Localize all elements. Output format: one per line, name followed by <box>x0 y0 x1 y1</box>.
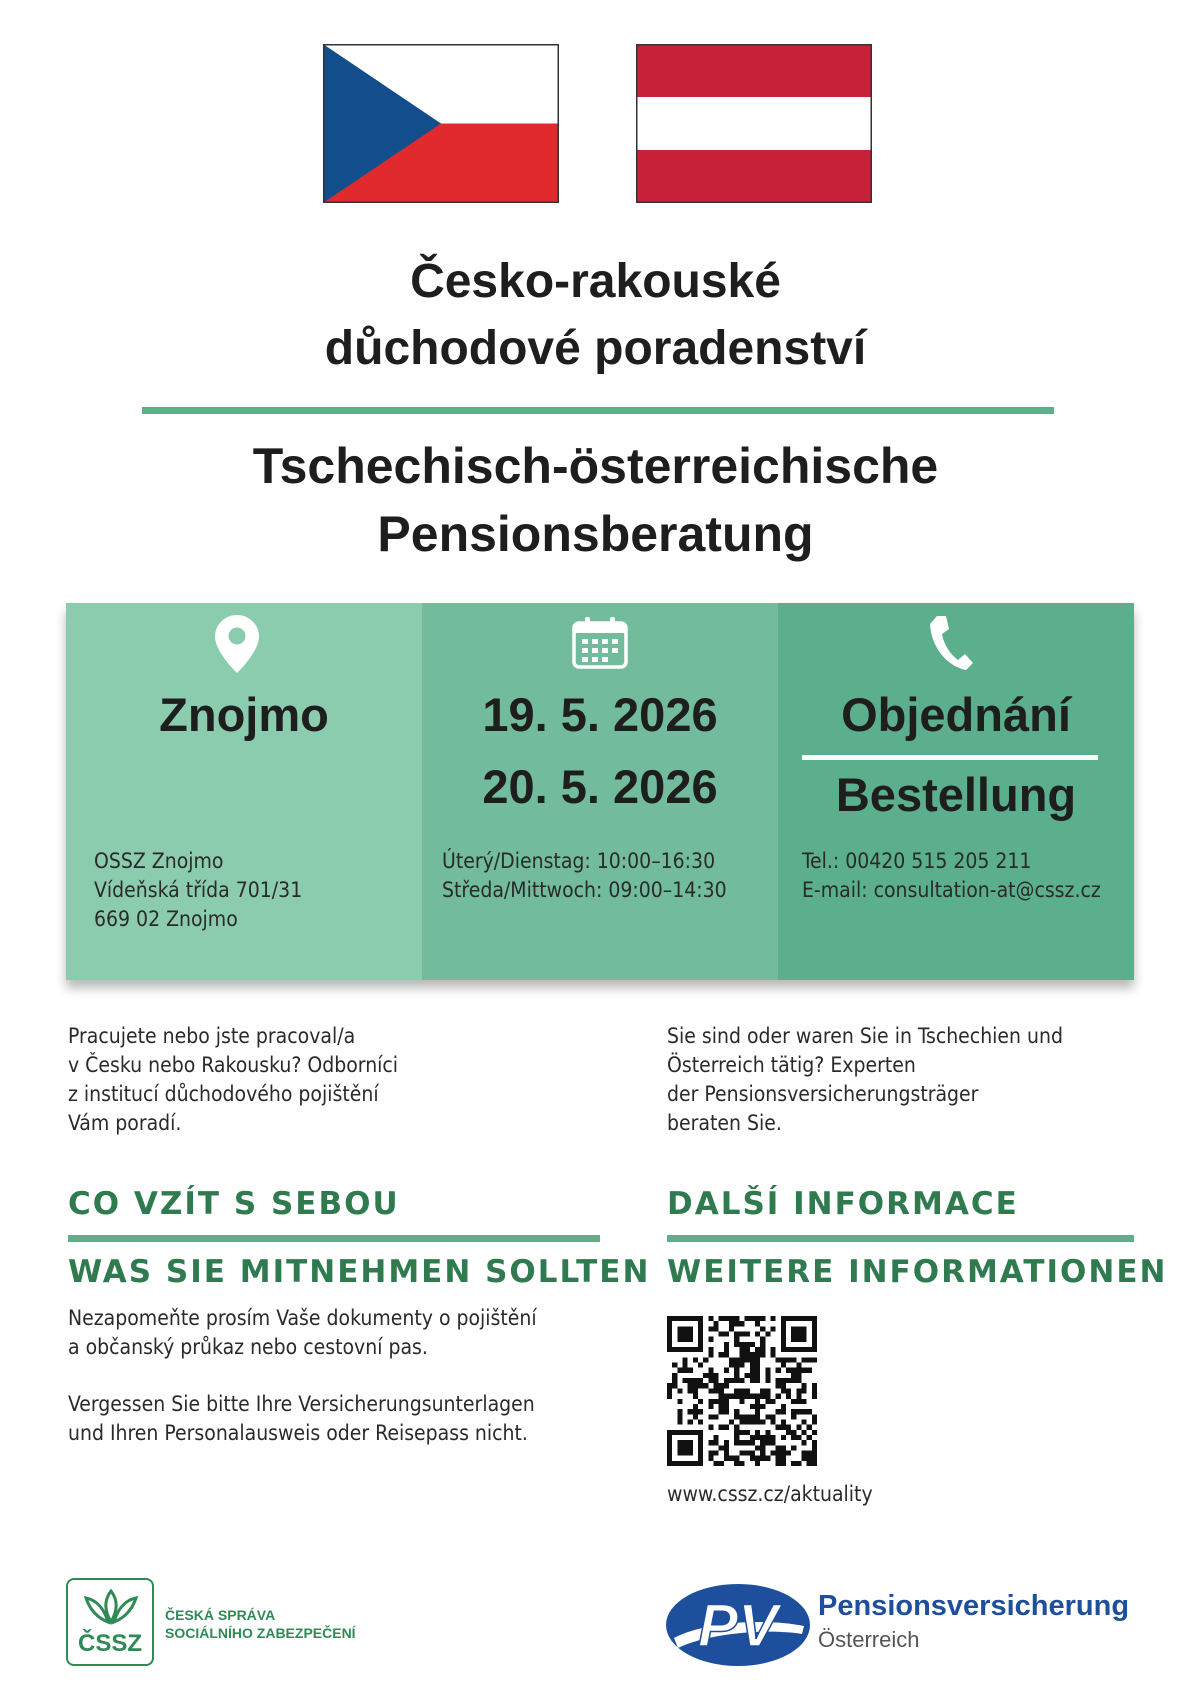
phone-number: Tel.: 00420 515 205 211 <box>802 849 1032 873</box>
pv-name: Pensionsversicherung <box>818 1590 1130 1622</box>
title-czech-line2: důchodové poradenství <box>324 322 867 375</box>
bring-text-czech <box>68 1304 537 1362</box>
booking-label-german: Bestellung <box>835 768 1077 821</box>
intro-line: Pracujete nebo jste pracoval/a <box>68 1024 356 1048</box>
cssz-logo <box>66 1578 154 1666</box>
bring-line: a občanský průkaz nebo cestovní pas. <box>68 1335 428 1359</box>
hours-line: Úterý/Dienstag: 10:00–16:30 <box>442 849 716 873</box>
booking-panel <box>778 603 1134 980</box>
intro-line: Österreich tätig? Experten <box>667 1053 916 1077</box>
booking-label-czech: Objednání <box>841 688 1071 741</box>
booking-contact <box>802 847 1101 905</box>
bring-heading-german: WAS SIE MITNEHMEN SOLLTEN <box>68 1254 651 1290</box>
bring-heading-czech: CO VZÍT S SEBOU <box>68 1186 400 1222</box>
location-address <box>94 847 302 934</box>
date-second: 20. 5. 2026 <box>482 760 718 813</box>
location-pin-icon <box>214 614 260 674</box>
email-address: E-mail: consultation-at@cssz.cz <box>802 878 1101 902</box>
date-first: 19. 5. 2026 <box>482 688 718 741</box>
intro-line: Sie sind oder waren Sie in Tschechien und <box>667 1024 1063 1048</box>
phone-icon <box>928 614 974 672</box>
bring-divider <box>68 1235 600 1242</box>
bring-text-german <box>68 1390 535 1448</box>
bring-line: Nezapomeňte prosím Vaše dokumenty o pojištění <box>68 1306 537 1330</box>
pv-abbreviation: PV <box>697 1592 779 1659</box>
address-line: Vídeňská třída 701/31 <box>94 878 303 902</box>
title-czech-line1: Česko-rakouské <box>410 255 781 308</box>
location-panel <box>66 603 422 980</box>
title-german-line1: Tschechisch-österreichische <box>252 438 939 494</box>
intro-line: z institucí důchodového pojištění <box>68 1082 379 1106</box>
hours-line: Středa/Mittwoch: 09:00–14:30 <box>442 878 727 902</box>
bring-line: und Ihren Personalausweis oder Reisepass nicht. <box>68 1421 528 1445</box>
info-panels <box>66 603 1134 980</box>
cssz-leaf-icon <box>82 1588 140 1626</box>
address-line: 669 02 Znojmo <box>94 907 238 931</box>
austria-flag <box>636 44 872 203</box>
more-info-url[interactable]: www.cssz.cz/aktuality <box>667 1482 873 1506</box>
cssz-name <box>165 1606 356 1642</box>
intro-line: beraten Sie. <box>667 1111 782 1135</box>
intro-line: Vám poradí. <box>68 1111 182 1135</box>
qr-code-icon[interactable] <box>667 1316 817 1466</box>
cssz-name-line: SOCIÁLNÍHO ZABEZPEČENÍ <box>165 1625 356 1641</box>
more-heading-german: WEITERE INFORMATIONEN <box>667 1254 1168 1290</box>
intro-german <box>667 1022 1063 1138</box>
calendar-icon <box>572 615 628 671</box>
opening-hours <box>442 847 727 905</box>
intro-line: der Pensionsversicherungsträger <box>667 1082 979 1106</box>
more-heading-czech: DALŠÍ INFORMACE <box>667 1186 1019 1222</box>
dates-panel <box>422 603 778 980</box>
czech-flag <box>323 44 559 203</box>
title-divider <box>142 407 1054 414</box>
location-city: Znojmo <box>159 688 329 741</box>
intro-line: v Česku nebo Rakousku? Odborníci <box>68 1053 399 1077</box>
pv-country: Österreich <box>818 1627 920 1652</box>
intro-czech <box>68 1022 398 1138</box>
pv-logo <box>664 1582 812 1668</box>
more-divider <box>667 1235 1134 1242</box>
cssz-abbreviation: ČSSZ <box>77 1630 142 1657</box>
title-german-line2: Pensionsberatung <box>377 506 814 562</box>
cssz-name-line: ČESKÁ SPRÁVA <box>165 1607 276 1623</box>
booking-divider <box>802 755 1098 760</box>
address-line: OSSZ Znojmo <box>94 849 224 873</box>
bring-line: Vergessen Sie bitte Ihre Versicherungsunterlagen <box>68 1392 535 1416</box>
